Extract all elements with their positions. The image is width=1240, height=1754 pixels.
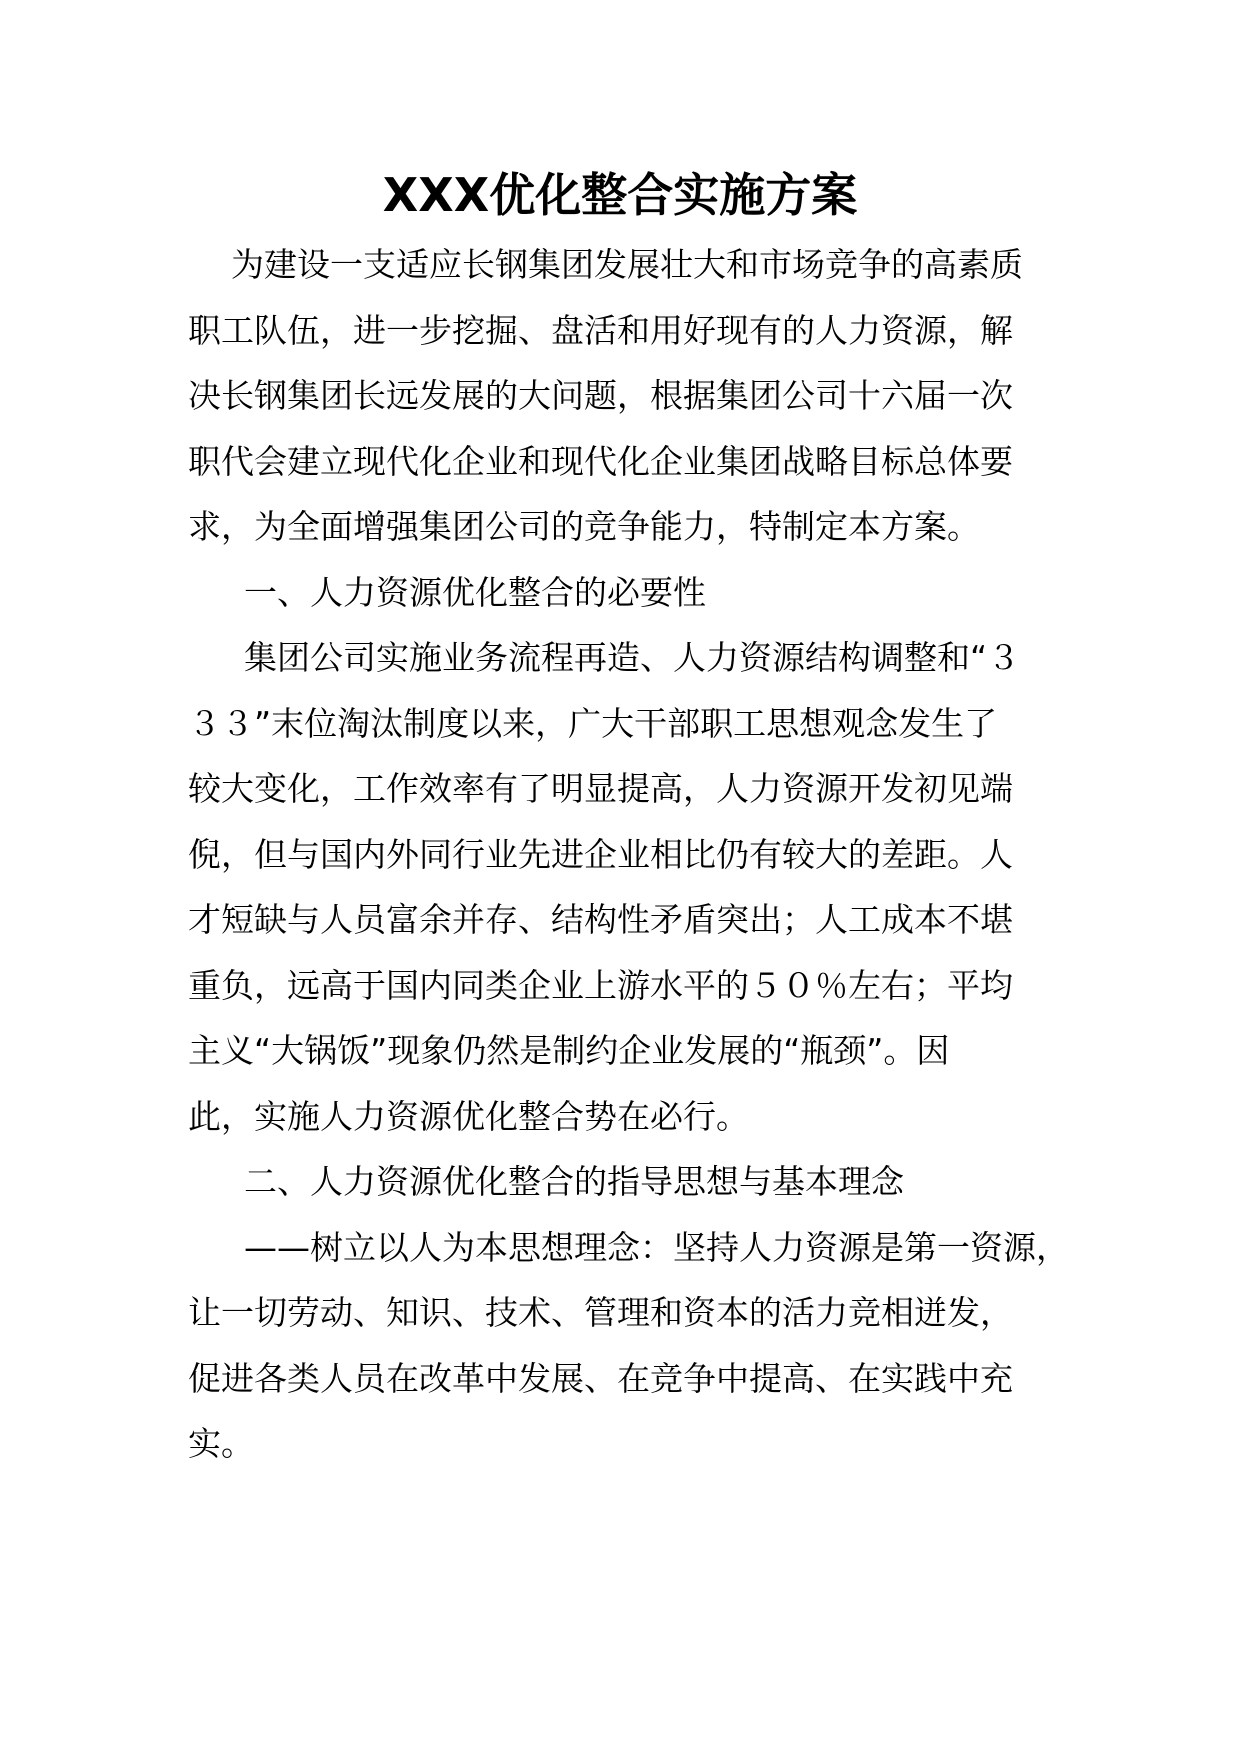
section-heading-1: 一、人力资源优化整合的必要性 bbox=[244, 572, 706, 612]
paragraph-line: 职代会建立现代化企业和现代化企业集团战略目标总体要 bbox=[188, 441, 1013, 481]
document-body bbox=[188, 232, 1088, 1477]
paragraph-line: 重负，远高于国内同类企业上游水平的５０％左右；平均 bbox=[188, 965, 1013, 1005]
paragraph-line: 职工队伍，进一步挖掘、盘活和用好现有的人力资源，解 bbox=[188, 310, 1013, 350]
paragraph-line: ——树立以人为本思想理念：坚持人力资源是第一资源， bbox=[244, 1227, 1069, 1267]
paragraph-line: 促进各类人员在改革中发展、在竞争中提高、在实践中充 bbox=[188, 1358, 1013, 1398]
document-title: XXX优化整合实施方案 bbox=[382, 168, 858, 222]
paragraph-line: 决长钢集团长远发展的大问题，根据集团公司十六届一次 bbox=[188, 376, 1013, 415]
paragraph-line: 集团公司实施业务流程再造、人力资源结构调整和“３ bbox=[244, 638, 1021, 677]
paragraph-line: 实。 bbox=[188, 1424, 254, 1463]
paragraph-line: 此，实施人力资源优化整合势在必行。 bbox=[188, 1096, 749, 1136]
section-heading-2: 二、人力资源优化整合的指导思想与基本理念 bbox=[244, 1162, 904, 1201]
paragraph-line: 才短缺与人员富余并存、结构性矛盾突出；人工成本不堪 bbox=[188, 900, 1013, 939]
paragraph-line: 倪，但与国内外同行业先进企业相比仍有较大的差距。人 bbox=[188, 834, 1013, 874]
paragraph-line: 为建设一支适应长钢集团发展壮大和市场竞争的高素质 bbox=[231, 245, 1023, 284]
paragraph-line: ３３”末位淘汰制度以来，广大干部职工思想观念发生了 bbox=[188, 703, 998, 743]
paragraph-line: 较大变化，工作效率有了明显提高，人力资源开发初见端 bbox=[188, 769, 1013, 808]
paragraph-line: 求，为全面增强集团公司的竞争能力，特制定本方案。 bbox=[188, 507, 980, 546]
paragraph-line: 主义“大锅饭”现象仍然是制约企业发展的“瓶颈”。因 bbox=[188, 1031, 950, 1070]
paragraph-line: 让一切劳动、知识、技术、管理和资本的活力竞相迸发， bbox=[188, 1293, 1013, 1332]
